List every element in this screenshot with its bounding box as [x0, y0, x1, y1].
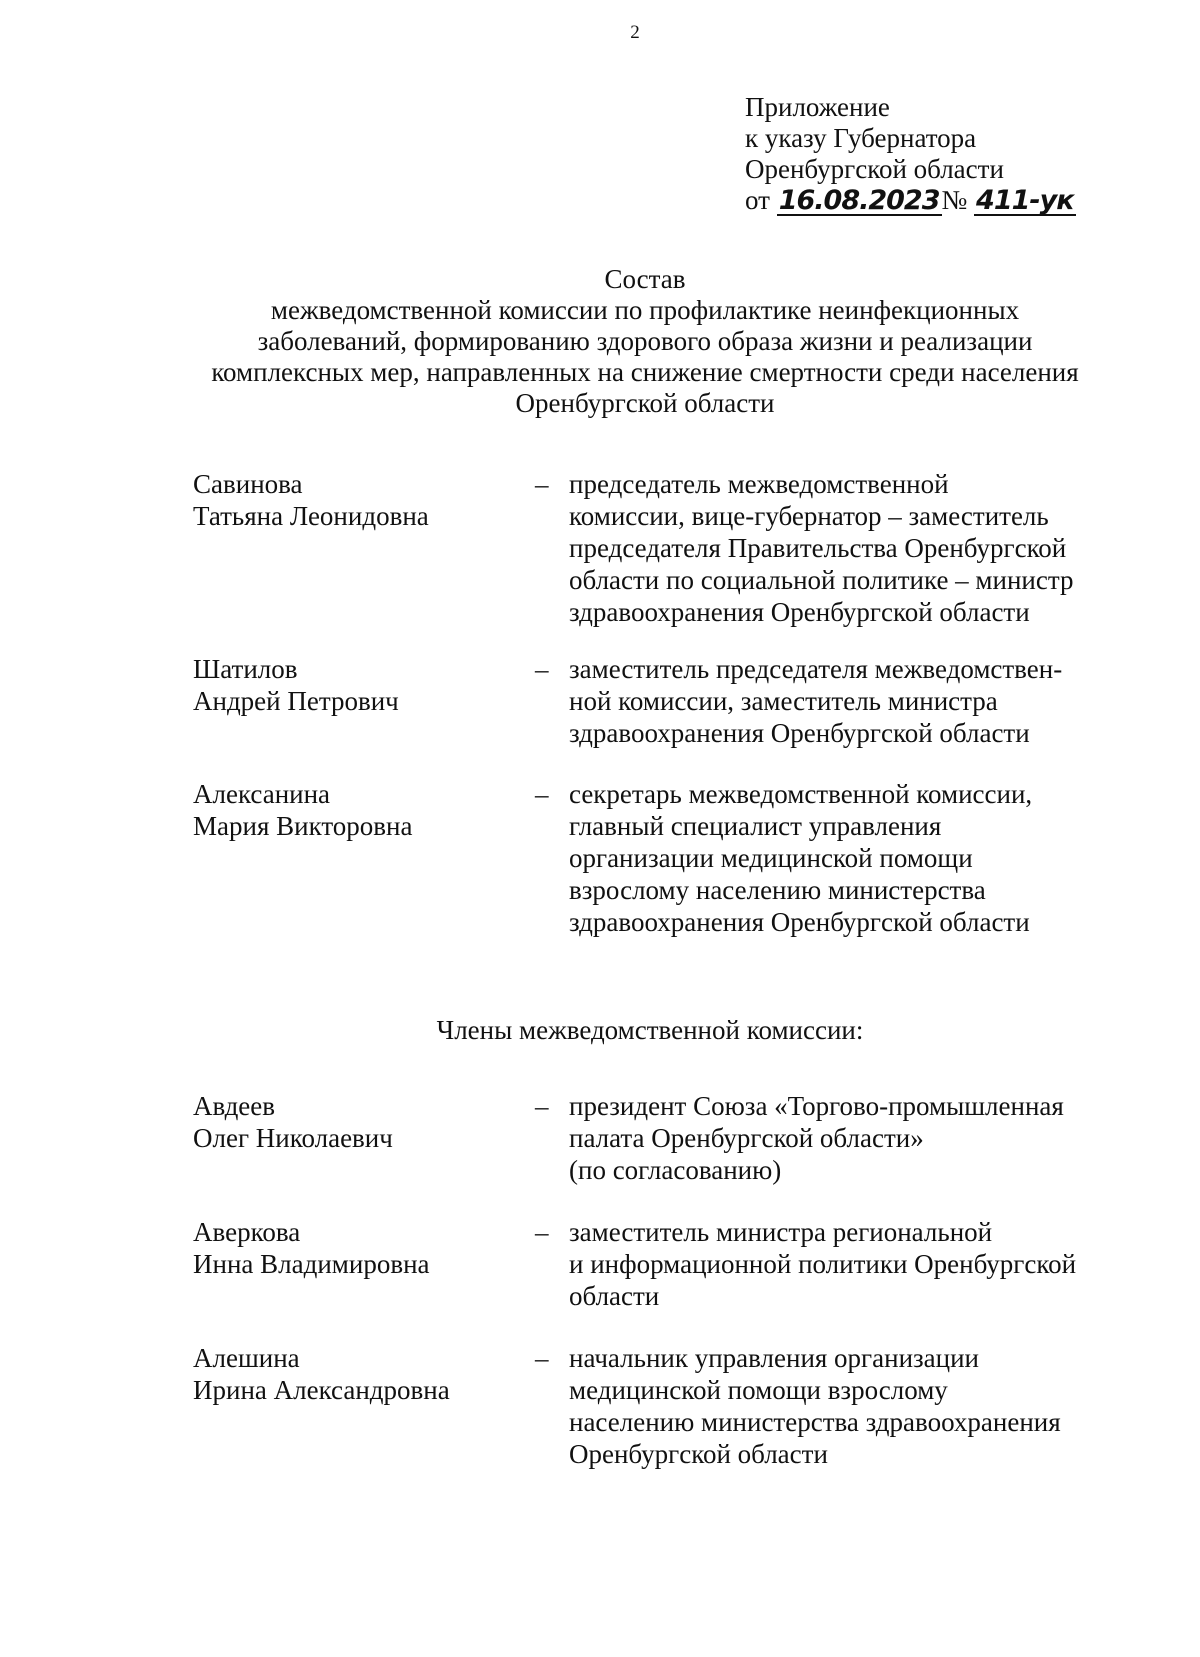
number-prefix: №: [941, 185, 968, 215]
role-line: палата Оренбургской области»: [569, 1123, 924, 1153]
dash: –: [535, 654, 549, 684]
role-line: секретарь межведомственной комиссии,: [569, 779, 1033, 809]
dash: –: [535, 1343, 549, 1373]
member-surname: Аверкова: [193, 1217, 301, 1247]
dash: –: [535, 1217, 549, 1247]
role-line: здравоохранения Оренбургской области: [569, 907, 1030, 937]
member-name: [193, 778, 523, 842]
member-given-names: Инна Владимировна: [193, 1249, 430, 1279]
title-line-4: комплексных мер, направленных на снижение смертности среди населения: [211, 357, 1079, 387]
member-surname: Шатилов: [193, 654, 298, 684]
member-role: [569, 468, 1129, 628]
title-line-2: межведомственной комиссии по профилактике неинфекционных: [270, 295, 1020, 325]
role-line: населению министерства здравоохранения: [569, 1407, 1061, 1437]
dash: –: [535, 779, 549, 809]
member-name: [193, 1090, 523, 1154]
member-surname: Савинова: [193, 469, 303, 499]
member-surname: Алешина: [193, 1343, 300, 1373]
appendix-line-2: к указу Губернатора: [745, 123, 977, 153]
title-line-3: заболеваний, формированию здорового образа жизни и реализации: [257, 326, 1033, 356]
appendix-header: [745, 92, 1076, 216]
role-line: (по согласованию): [569, 1155, 782, 1185]
dash: –: [535, 469, 549, 499]
role-line: области по социальной политике – министр: [569, 565, 1074, 595]
role-line: медицинской помощи взрослому: [569, 1375, 948, 1405]
role-line: ной комиссии, заместитель министра: [569, 686, 998, 716]
member-name: [193, 1342, 523, 1406]
member-name: [193, 1216, 523, 1280]
appendix-line-1: Приложение: [745, 92, 890, 122]
member-role: [569, 1342, 1129, 1470]
dash: –: [535, 1091, 549, 1121]
page-number: 2: [630, 22, 640, 43]
role-line: президент Союза «Торгово-промышленная: [569, 1091, 1064, 1121]
member-surname: Авдеев: [193, 1091, 276, 1121]
role-line: здравоохранения Оренбургской области: [569, 718, 1030, 748]
appendix-line-3: Оренбургской области: [745, 154, 1004, 184]
title-line-5: Оренбургской области: [515, 388, 775, 418]
member-role: [569, 653, 1129, 749]
handwritten-number: 411-ук: [976, 185, 1074, 216]
member-role: [569, 1216, 1129, 1312]
role-line: главный специалист управления: [569, 811, 942, 841]
member-surname: Алексанина: [193, 779, 331, 809]
date-prefix: от: [745, 185, 770, 215]
role-line: заместитель министра региональной: [569, 1217, 993, 1247]
role-line: области: [569, 1281, 660, 1311]
role-line: Оренбургской области: [569, 1439, 828, 1469]
member-role: [569, 1090, 1129, 1186]
members-heading: Члены межведомственной комиссии:: [436, 1015, 864, 1045]
role-line: комиссии, вице-губернатор – заместитель: [569, 501, 1049, 531]
member-name: [193, 468, 523, 532]
title-line-1: Состав: [604, 264, 686, 294]
role-line: взрослому населению министерства: [569, 875, 986, 905]
role-line: и информационной политики Оренбургской: [569, 1249, 1077, 1279]
member-given-names: Олег Николаевич: [193, 1123, 393, 1153]
role-line: заместитель председателя межведомствен-: [569, 654, 1063, 684]
role-line: организации медицинской помощи: [569, 843, 973, 873]
member-role: [569, 778, 1129, 938]
member-given-names: Татьяна Леонидовна: [193, 501, 429, 531]
role-line: начальник управления организации: [569, 1343, 980, 1373]
role-line: председатель межведомственной: [569, 469, 949, 499]
appendix-date-line: [745, 185, 1076, 216]
member-name: [193, 653, 523, 717]
role-line: председателя Правительства Оренбургской: [569, 533, 1067, 563]
member-given-names: Андрей Петрович: [193, 686, 399, 716]
handwritten-date: 16.08.2023: [778, 185, 940, 216]
role-line: здравоохранения Оренбургской области: [569, 597, 1030, 627]
member-given-names: Мария Викторовна: [193, 811, 413, 841]
document-title: [150, 264, 1140, 419]
member-given-names: Ирина Александровна: [193, 1375, 450, 1405]
